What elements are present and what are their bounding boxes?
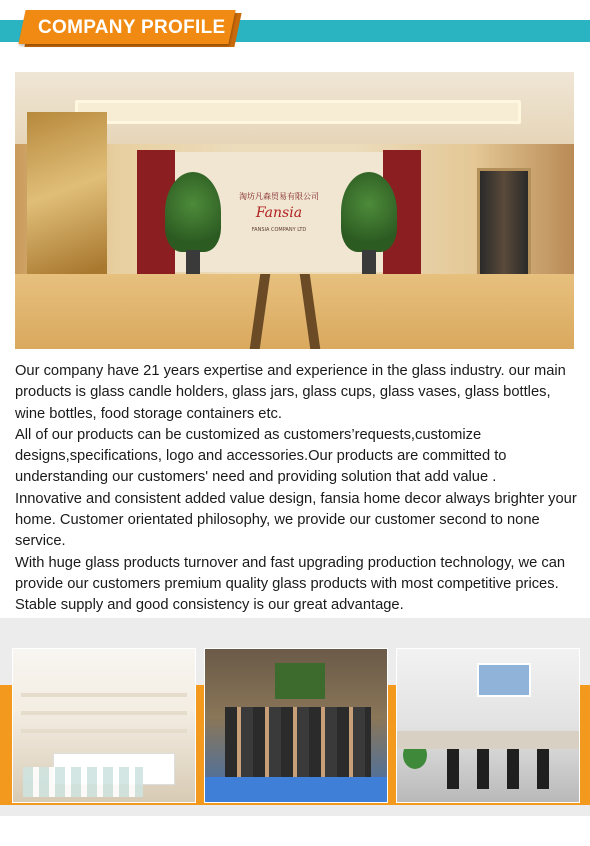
team-photo-floor [205, 777, 387, 802]
profile-paragraph: With huge glass products turnover and fast upgrading production technology, we can provide our customers premium quality glass products with most competitive prices. Stable supply and good consistency is our great advantage. [15, 554, 566, 614]
profile-paragraph: All of our products can be customized as customers’requests,customize designs,specifications, logo and accessories.Our products are committed to understanding our customers' need and providing solution that add value . [15, 426, 507, 486]
profile-paragraph: Our company have 21 years expertise and experience in the glass industry. our main products is glass candle holders, glass jars, glass cups, glass vases, glass bottles, wine bottles, food storage containers etc. [15, 363, 566, 422]
team-photo-group [225, 707, 371, 777]
showroom-photo [12, 648, 196, 803]
lobby-floor [15, 274, 574, 349]
lobby-pot-right [362, 250, 376, 276]
lobby-plant-left [165, 172, 221, 252]
office-photo [396, 648, 580, 803]
office-chairs [447, 749, 567, 789]
page-title: COMPANY PROFILE [38, 17, 226, 38]
lobby-pot-left [186, 250, 200, 276]
company-sign-logo: Fansia [255, 205, 303, 221]
office-world-map [477, 663, 531, 697]
office-desks [397, 731, 579, 749]
showroom-shelf [21, 693, 187, 697]
team-photo-green-wall [275, 663, 325, 699]
lobby-plant-right [341, 172, 397, 252]
company-sign [233, 190, 325, 236]
company-profile-text [15, 361, 581, 617]
showroom-shelf [21, 729, 187, 733]
showroom-shelf [21, 711, 187, 715]
company-sign-english: FANSIA COMPANY LTD [251, 227, 307, 233]
team-photo [204, 648, 388, 803]
office-lobby-photo [15, 72, 574, 349]
lobby-ceiling-lights [75, 100, 521, 124]
profile-paragraph: Innovative and consistent added value design, fansia home decor always brighter your home. Customer orientated philosophy, we provide our customer second to none service. [15, 490, 577, 550]
showroom-glass-jars [23, 767, 143, 797]
company-sign-chinese: 淘坊凡森贸易有限公司 [239, 192, 319, 201]
